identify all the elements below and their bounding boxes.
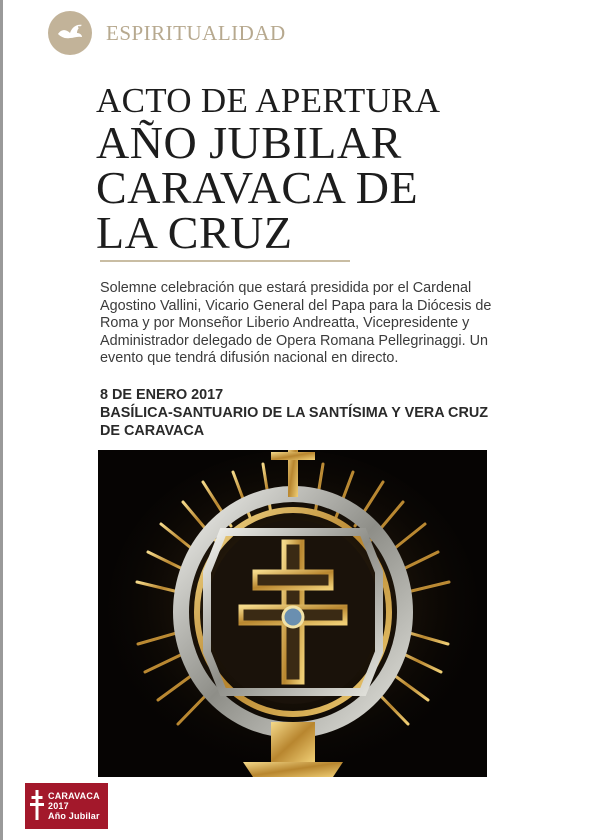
reliquary-photo bbox=[98, 450, 487, 777]
title-line-2: AÑO JUBILAR bbox=[96, 117, 402, 168]
dove-icon bbox=[48, 11, 92, 55]
caravaca-2017-logo bbox=[25, 783, 108, 829]
event-date: 8 DE ENERO 2017 bbox=[100, 387, 224, 403]
title-line-3: CARAVACA DE bbox=[96, 162, 419, 213]
logo-text bbox=[48, 791, 100, 821]
section-header bbox=[48, 11, 286, 55]
page-edge-rule bbox=[0, 0, 3, 840]
logo-line-1: CARAVACA bbox=[48, 791, 100, 801]
cross-icon bbox=[30, 790, 44, 820]
logo-line-2: 2017 bbox=[48, 801, 69, 811]
title-line-1: ACTO DE APERTURA bbox=[96, 81, 441, 120]
event-venue: BASÍLICA-SANTUARIO DE LA SANTÍSIMA Y VERA CRUZ DE CARAVACA bbox=[100, 405, 489, 439]
title-divider bbox=[100, 260, 350, 262]
article-body: Solemne celebración que estará presidida por el Cardenal Agostino Vallini, Vicario General del Papa para la Diócesis de Roma y por Monseñor Liberio Andreatta, Vicepresidente y Administrador delegado de Opera Romana Pellegrinaggi. Un evento que tendrá difusión nacional en directo. bbox=[100, 280, 492, 367]
article-title bbox=[96, 81, 516, 258]
logo-line-3: Año Jubilar bbox=[48, 811, 100, 821]
section-label: ESPIRITUALIDAD bbox=[106, 20, 286, 45]
title-line-4: LA CRUZ bbox=[96, 207, 293, 258]
